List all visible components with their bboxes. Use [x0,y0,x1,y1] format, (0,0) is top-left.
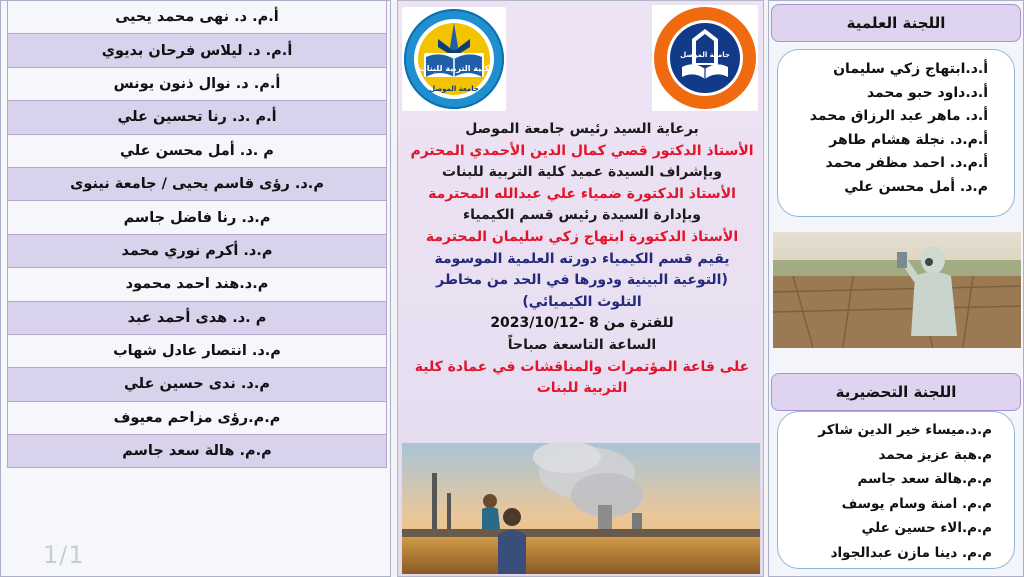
announcement-panel [397,0,764,577]
member-row: أ.م. د. نوال ذنون يونس [7,68,387,101]
announcement-line: الساعة التاسعة صباحاً [507,336,657,353]
member-row: أ.م. د. ليلاس فرحان بديوي [7,34,387,67]
college-logo [402,7,506,111]
member-list-panel [0,0,391,577]
member-row: م.د. رنا فاضل جاسم [7,201,387,234]
announcement-line: للفترة من 8 -2023/10/12 [490,315,674,332]
committee-member: أ.د.ابتهاج زكي سليمان [833,61,988,77]
member-row: م.م. هالة سعد جاسم [7,435,387,468]
factory-pollution-photo [402,443,760,574]
announcement-line: برعاية السيد رئيس جامعة الموصل [465,121,699,137]
university-logo [652,5,758,111]
member-row: م.م.رؤى مزاحم معيوف [7,402,387,435]
member-list [7,1,387,468]
committee-member: أ.د.داود حبو محمد [866,84,988,101]
college-logo-subtext: جامعة الموصل [429,85,479,93]
member-row: أ.م .د. رنا تحسين علي [7,101,387,134]
scientific-committee-title: اللجنة العلمية [771,4,1021,42]
announcement-text [402,119,762,400]
announcement-line: الأستاذ الدكتورة ضمياء علي عبدالله المحترمة [428,185,736,202]
college-logo-text: كلية التربية للبنات [418,64,490,73]
member-row: م .د. هدى أحمد عبد [7,302,387,335]
member-row: أ.م. د. نهى محمد يحيى [7,1,387,34]
committee-member: م.هبة عزيز محمد [878,446,992,463]
announcement-line: وبإدارة السيدة رئيس قسم الكيمياء [462,207,702,224]
announcement-line: التلوث الكيميائي) [522,293,642,310]
page-number: 1/1 [43,541,85,569]
committee-member: م.د.ميساء خير الدين شاكر [818,422,992,438]
committee-member: أ.م.د. احمد مظفر محمد [825,155,988,171]
announcement-line: الأستاذ الدكتور قصي كمال الدين الأحمدي المحترم [410,142,754,159]
preparatory-committee-list [777,411,1015,569]
member-row: م.د. رؤى قاسم يحيى / جامعة نينوى [7,168,387,201]
committee-member: م.م.الاء حسين علي [861,520,992,536]
committee-member: م.د. أمل محسن علي [844,178,988,195]
committee-member: م.م.هالة سعد جاسم [857,471,992,487]
member-row: م.د. ندى حسين علي [7,368,387,401]
announcement-line: على قاعة المؤتمرات والمناقشات في عمادة كلية [414,358,750,375]
university-logo-text: جامعة الموصل [680,51,730,59]
announcement-line: التربية للبنات [536,380,628,397]
hazmat-worker-photo [773,232,1021,348]
member-row: م .د. أمل محسن علي [7,135,387,168]
announcement-line: الأستاذ الدكتورة ابتهاج زكي سليمان المحترمة [425,228,739,245]
committee-member: أ.د. ماهر عبد الرزاق محمد [809,108,988,124]
member-row: م.د.هند احمد محمود [7,268,387,301]
scientific-committee-list [777,49,1015,217]
member-row: م.د. أكرم نوري محمد [7,235,387,268]
preparatory-committee-title: اللجنة التحضيرية [771,373,1021,411]
announcement-line: يقيم قسم الكيمياء دورته العلمية الموسومة [434,250,730,267]
announcement-line: (التوعية البينية ودورها في الحد من مخاطر [436,272,728,289]
committee-member: أ.م.د. نجلة هشام طاهر [829,131,988,148]
committees-panel [768,0,1024,577]
announcement-line: وبإشراف السيدة عميد كلية التربية للبنات [442,164,722,181]
committee-member: م.م. امنة وسام يوسف [841,495,992,512]
committee-member: م.م. دينا مازن عبدالجواد [830,544,992,561]
member-row: م.د. انتصار عادل شهاب [7,335,387,368]
